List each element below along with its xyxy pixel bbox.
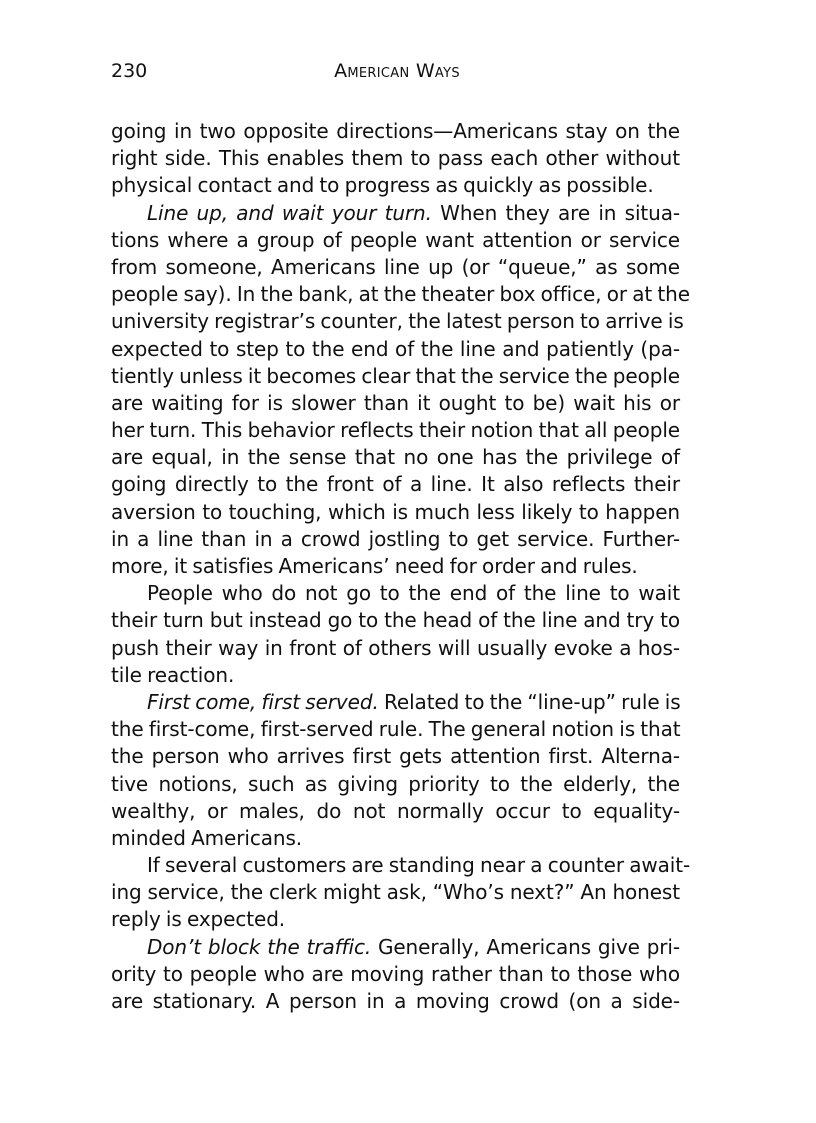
line-text: are equal, in the sense that no one has the privilege of [111,445,680,470]
text-line [111,689,680,716]
line-text: tile reaction. [111,662,235,687]
running-title: American Ways [334,60,460,82]
line-text: are stationary. A person in a moving crowd (on a side- [111,989,680,1013]
line-text: people say). In the bank, at the theater box office, or at the [111,282,690,307]
text-line [111,934,680,961]
text-line [111,553,680,580]
text-line [111,281,690,308]
text-line [111,200,680,227]
line-text: wealthy, or males, do not normally occur to equality- [111,798,680,823]
text-line [111,798,680,825]
text-line [111,526,680,553]
line-text: from someone, Americans line up (or “queue,” as some [111,254,680,279]
line-text: aversion to touching, which is much less likely to happen [111,499,680,524]
text-line [111,254,680,281]
line-text: the person who arrives first gets attention first. Alterna- [111,744,680,769]
text-line [111,662,680,689]
text-line [111,961,680,988]
run-in-heading: First come, first served. [147,689,379,714]
line-text: tive notions, such as giving priority to the elderly, the [111,771,680,796]
text-line [111,607,680,634]
line-text: tions where a group of people want attention or service [111,227,680,252]
line-text: ority to people who are moving rather than to those who [111,961,680,986]
line-text: are waiting for is slower than it ought to be) wait his or [111,390,680,415]
line-text: their turn but instead go to the head of the line and try to [111,608,680,633]
line-text: right side. This enables them to pass each other without [111,146,680,171]
text-line [111,879,680,906]
text-line [111,635,680,662]
text-line [111,417,680,444]
line-text: When they are in situa- [431,200,680,225]
text-line [111,906,680,933]
line-text: ing service, the clerk might ask, “Who’s next?” An honest [111,880,680,905]
line-text: Generally, Americans give pri- [371,934,681,959]
line-text: reply is expected. [111,907,286,932]
text-line [111,444,680,471]
body-text [111,118,691,1015]
text-line [111,499,680,526]
text-line [111,580,680,607]
text-line [111,852,691,879]
text-line [111,336,680,363]
line-text: the first-come, first-served rule. The general notion is that [111,717,681,742]
line-text: university registrar’s counter, the latest person to arrive is [111,309,684,334]
text-line [111,743,680,770]
run-in-heading: Line up, and wait your turn. [147,200,432,225]
text-line [111,308,684,335]
text-line [111,825,680,852]
line-text: going in two opposite directions—Americans stay on the [111,119,680,143]
line-text: in a line than in a crowd jostling to get service. Further- [111,526,680,551]
line-text: more, it satisfies Americans’ need for order and rules. [111,554,638,578]
line-text: tiently unless it becomes clear that the service the people [111,363,680,388]
text-line [111,145,680,172]
text-line [111,716,680,743]
text-line [111,363,680,390]
text-line [111,471,680,498]
running-head [0,58,794,84]
page-number: 230 [111,60,148,82]
line-text: her turn. This behavior reflects their notion that all people [111,418,680,443]
text-line [111,172,680,199]
line-text: People who do not go to the end of the line to wait [147,581,680,606]
text-line [111,390,680,417]
line-text: physical contact and to progress as quickly as possible. [111,173,654,198]
line-text: going directly to the front of a line. It also reflects their [111,472,680,497]
text-line [111,988,680,1015]
run-in-heading: Don’t block the traffic. [147,934,372,959]
text-line [111,227,680,254]
line-text: push their way in front of others will usually evoke a hos- [111,635,680,660]
line-text: If several customers are standing near a counter await- [147,853,691,878]
line-text: Related to the “line-up” rule is [378,689,681,714]
text-line [111,771,680,798]
line-text: minded Americans. [111,825,303,850]
line-text: expected to step to the end of the line and patiently (pa- [111,336,680,361]
text-line [111,118,680,145]
